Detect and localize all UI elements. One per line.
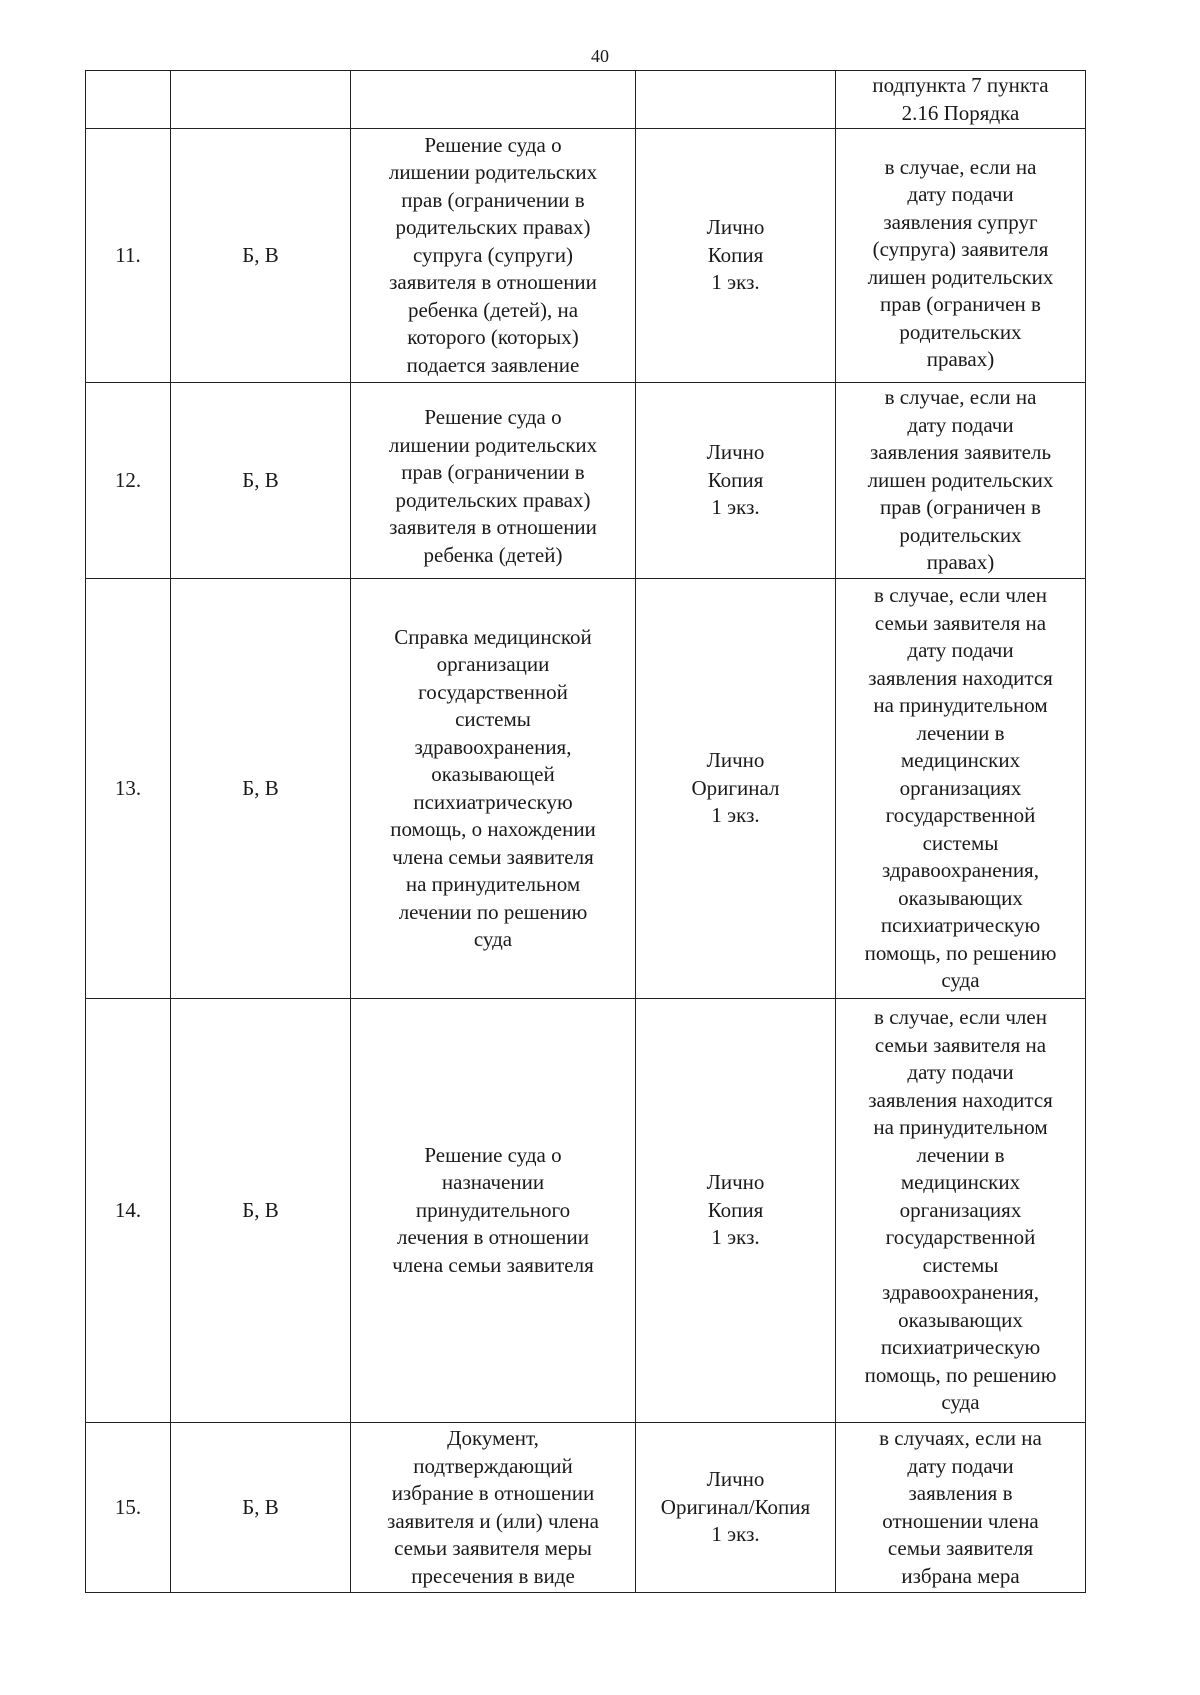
cell-document: Решение суда о назначении принудительного лечения в отношении члена семьи заявителя [351, 999, 636, 1423]
cell-category: Б, В [171, 1423, 351, 1593]
cell-condition: подпункта 7 пункта 2.16 Порядка [836, 71, 1086, 129]
cell-submission [636, 71, 836, 129]
cell-submission: Лично Копия 1 экз. [636, 999, 836, 1423]
table-row [86, 383, 1086, 579]
cell-condition: в случаях, если на дату подачи заявления в отношении члена семьи заявителя избрана мера [836, 1423, 1086, 1593]
cell-document: Документ, подтверждающий избрание в отношении заявителя и (или) члена семьи заявителя меры пресечения в виде [351, 1423, 636, 1593]
cell-condition: в случае, если на дату подачи заявления супруг (супруга) заявителя лишен родительских прав (ограничен в родительских правах) [836, 129, 1086, 383]
cell-category: Б, В [171, 129, 351, 383]
cell-category: Б, В [171, 999, 351, 1423]
table-row [86, 579, 1086, 999]
cell-document [351, 71, 636, 129]
cell-document: Решение суда о лишении родительских прав (ограничении в родительских правах) заявителя в отношении ребенка (детей) [351, 383, 636, 579]
cell-submission: Лично Копия 1 экз. [636, 129, 836, 383]
cell-submission: Лично Оригинал 1 экз. [636, 579, 836, 999]
table-row [86, 129, 1086, 383]
table-row [86, 999, 1086, 1423]
cell-submission: Лично Копия 1 экз. [636, 383, 836, 579]
cell-condition: в случае, если член семьи заявителя на дату подачи заявления находится на принудительном лечении в медицинских организациях государственной системы здравоохранения, оказывающих психиатрическую помощь, по решению суда [836, 579, 1086, 999]
cell-category: Б, В [171, 579, 351, 999]
cell-number: 13. [86, 579, 171, 999]
cell-number: 11. [86, 129, 171, 383]
cell-number [86, 71, 171, 129]
table-row-continuation [86, 71, 1086, 129]
cell-submission: Лично Оригинал/Копия 1 экз. [636, 1423, 836, 1593]
cell-number: 15. [86, 1423, 171, 1593]
page-number: 40 [591, 46, 609, 66]
documents-table [85, 70, 1086, 1593]
cell-condition: в случае, если на дату подачи заявления заявитель лишен родительских прав (ограничен в родительских правах) [836, 383, 1086, 579]
table-row [86, 1423, 1086, 1593]
cell-condition: в случае, если член семьи заявителя на дату подачи заявления находится на принудительном лечении в медицинских организациях государственной системы здравоохранения, оказывающих психиатрическую помощь, по решению суда [836, 999, 1086, 1423]
cell-category: Б, В [171, 383, 351, 579]
cell-document: Справка медицинской организации государственной системы здравоохранения, оказывающей психиатрическую помощь, о нахождении члена семьи заявителя на принудительном лечении по решению суда [351, 579, 636, 999]
cell-document: Решение суда о лишении родительских прав (ограничении в родительских правах) супруга (супруги) заявителя в отношении ребенка (детей), на которого (которых) подается заявление [351, 129, 636, 383]
cell-number: 14. [86, 999, 171, 1423]
cell-number: 12. [86, 383, 171, 579]
cell-category [171, 71, 351, 129]
